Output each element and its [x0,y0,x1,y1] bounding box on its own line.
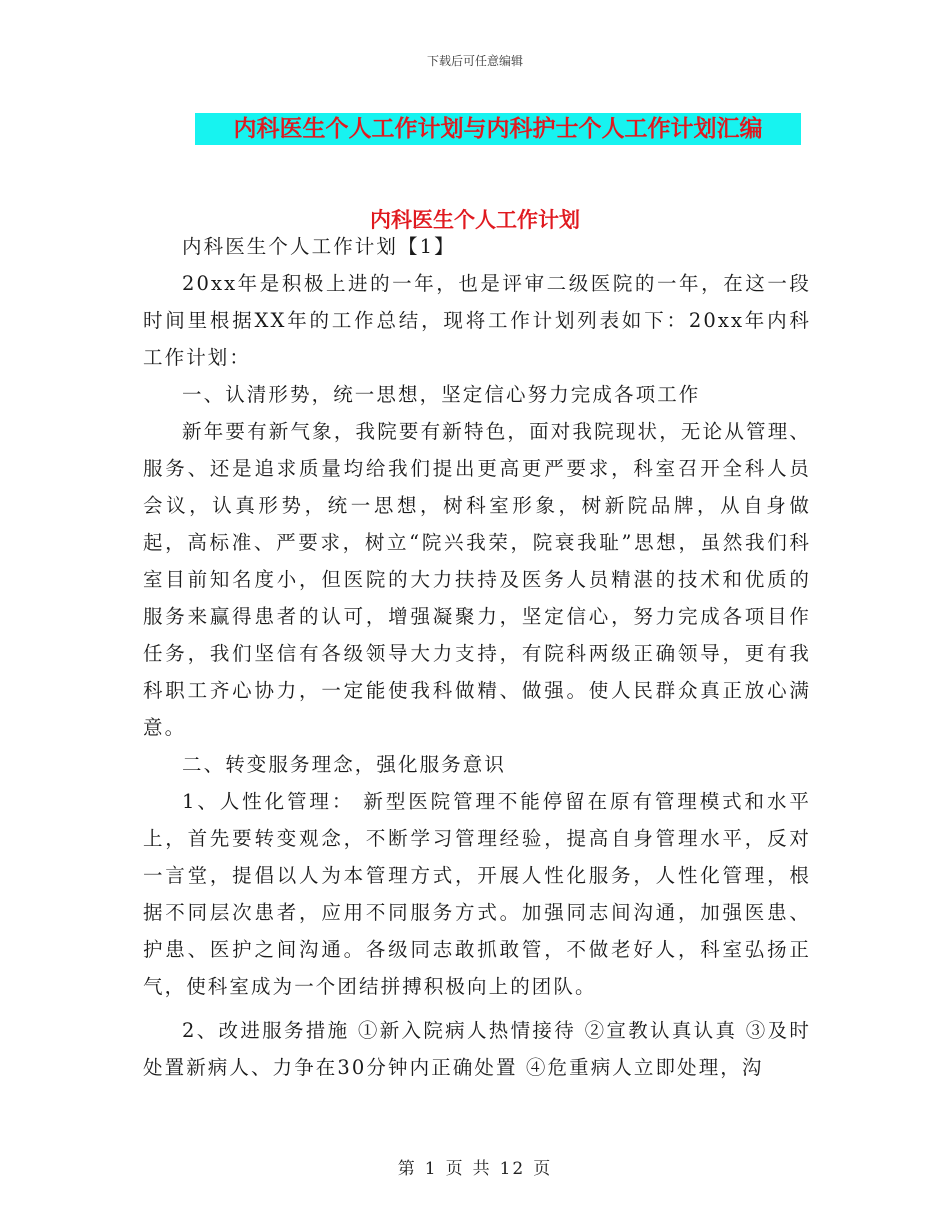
page-footer [0,1154,950,1179]
total-pages-number: 12 [499,1159,526,1179]
paragraph: 20xx年是积极上进的一年，也是评审二级医院的一年，在这一段时间里根据XX年的工作总结，现将工作计划列表如下：20xx年内科工作计划： [143,272,811,369]
document-body [143,228,811,1086]
paragraph: 新年要有新气象，我院要有新特色，面对我院现状，无论从管理、服务、还是追求质量均给我们提出更高更严要求，科室召开全科人员会议，认真形势，统一思想，树科室形象，树新院品牌，从自身做起，高标准、严要求，树立“院兴我荣，院衰我耻”思想，虽然我们科室目前知名度小，但医院的大力扶持及医务人员精湛的技术和优质的服务来赢得患者的认可，增强凝聚力，坚定信心，努力完成各项目作任务，我们坚信有各级领导大力支持，有院科两级正确领导，更有我科职工齐心协力，一定能使我科做精、做强。使人民群众真正放心满意。 [143,420,811,739]
paragraph-heading: 内科医生个人工作计划【1】 [182,235,456,258]
page-unit-label: 页 [445,1159,465,1179]
paragraph-section-heading: 一、认清形势，统一思想，坚定信心努力完成各项工作 [182,383,701,406]
page-label: 第 [397,1159,417,1179]
paragraph-section-heading: 二、转变服务理念，强化服务意识 [182,753,507,776]
current-page-number: 1 [424,1159,438,1179]
total-label: 共 [472,1159,492,1179]
paragraph: 1、人性化管理： 新型医院管理不能停留在原有管理模式和水平上，首先要转变观念，不断学习管理经验，提高自身管理水平，反对一言堂，提倡以人为本管理方式，开展人性化服务，人性化管理，根据不同层次患者，应用不同服务方式。加强同志间沟通，加强医患、护患、医护之间沟通。各级同志敢抓敢管，不做老好人，科室弘扬正气，使科室成为一个团结拼搏积极向上的团队。 [143,790,811,998]
header-note: 下载后可任意编辑 [426,54,523,68]
document-title: 内科医生个人工作计划与内科护士个人工作计划汇编 [195,113,801,145]
section-title: 内科医生个人工作计划 [370,208,580,232]
paragraph: 2、改进服务措施 ①新入院病人热情接待 ②宣教认真认真 ③及时处置新病人、力争在30分钟内正确处置 ④危重病人立即处理，沟 [143,1019,811,1079]
page-unit-label: 页 [533,1159,553,1179]
